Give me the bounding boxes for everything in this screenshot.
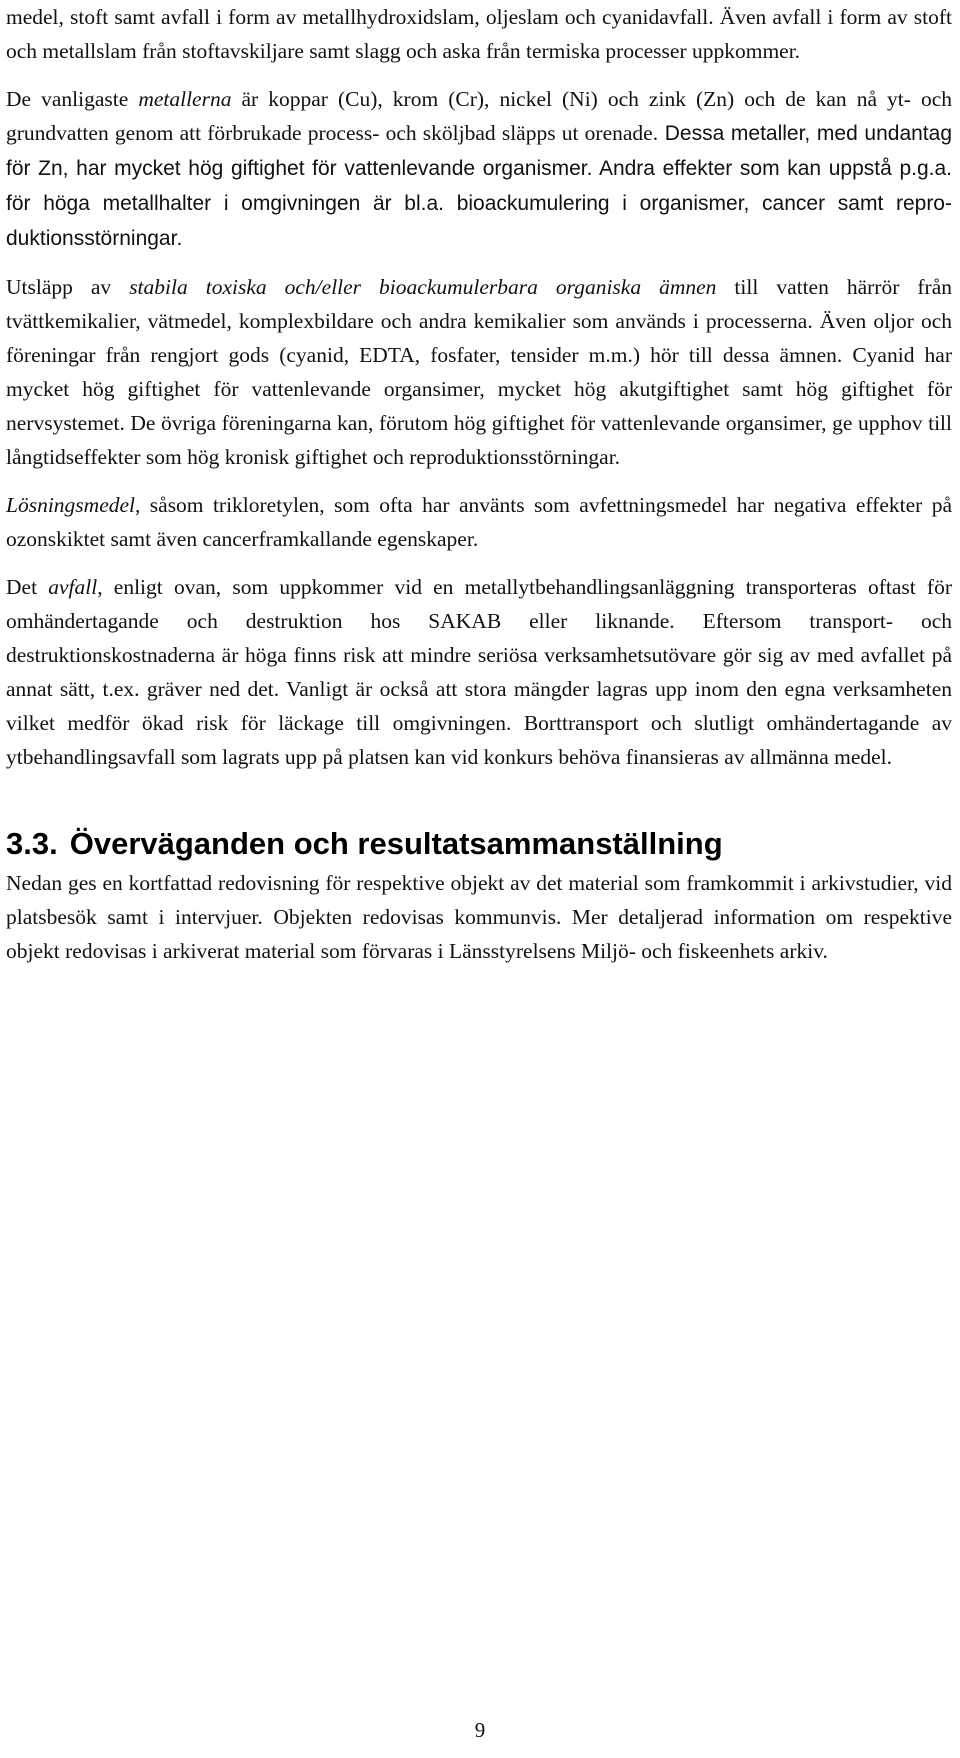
waste-term: avfall [48, 575, 98, 599]
section-number: 3.3. [6, 826, 58, 861]
waste-text-rest: , enligt ovan, som uppkommer vid en metallytbehandlingsanläggning transporteras oftast för omhändertagande och destruktion hos SAKAB eller liknande. Eftersom transport- och destruktionskostnaderna är höga finns risk att mindre seriösa verksamhetsutövare gör sig av med avfallet på annat sätt, t.ex. gräver ned det. Vanligt är också att stora mängder lagras upp inom den egna verksamheten vilket medför ökad risk för läckage till omgivningen. Borttransport och slutligt omhändertagande av ytbehandlingsavfall som lagrats upp på platsen kan vid konkurs behöva finansieras av allmänna medel. [6, 575, 952, 769]
paragraph-waste-types: medel, stoft samt avfall i form av metallhydroxidslam, oljeslam och cyanidavfall. Även avfall i form av stoft och metallslam från stoftavskiljare samt slagg och aska från termiska processer uppkommer. [6, 5, 952, 63]
solvents-text: , såsom trikloretylen, som ofta har använts som avfettningsmedel har negativa effekter på ozonskiktet samt även cancerframkallande egenskaper. [6, 493, 952, 551]
document-page [6, 0, 952, 968]
paragraph-organic-substances [6, 270, 952, 474]
paragraph-waste-handling [6, 570, 952, 774]
paragraph-summary: Nedan ges en kortfattad redovisning för respektive objekt av det material som framkommit i arkivstudier, vid platsbesök samt i intervjuer. Objekten redovisas kommunvis. Mer detaljerad information om respektive objekt redovisas i arkiverat material som förvaras i Länsstyrelsens Miljö- och fiskeenhets arkiv. [6, 871, 952, 963]
organic-text-start: Utsläpp av [6, 275, 130, 299]
section-heading [6, 824, 952, 864]
organic-term: stabila toxiska och/eller bioackumulerbara organiska ämnen [129, 275, 717, 299]
paragraph-metals [6, 82, 952, 256]
metals-text-middle: är koppar (Cu), krom (Cr), nickel (Ni) och zink (Zn) och de kan nå yt- och grundvatten genom att förbrukade process- och sköljbad släpps ut orenade. [6, 87, 952, 145]
metals-text-end: Dessa metaller, med undantag för Zn, har mycket hög giftighet för vattenlevande organismer. Andra effekter som kan uppstå p.g.a. för höga metallhalter i omgivningen är bl.a. bioackumulering i organismer, cancer samt reproduktionsstörningar. [6, 122, 952, 250]
section-title: Överväganden och resultatsammanställning [69, 826, 723, 861]
paragraph-solvents [6, 488, 952, 556]
organic-text-rest: till vatten härrör från tvättkemikalier, vätmedel, komplexbildare och andra kemikalier som används i processerna. Även oljor och föreningar från rengjort gods (cyanid, EDTA, fosfater, tensider m.m.) hör till dessa ämnen. Cyanid har mycket hög giftighet för vattenlevande organsimer, mycket hög akutgiftighet samt hög giftighet för nervsystemet. De övriga föreningarna kan, förutom hög giftighet för vattenlevande organsimer, ge upphov till långtidseffekter som hög kronisk giftighet och reproduktionsstörningar. [6, 275, 952, 469]
metals-term: metallerna [138, 87, 232, 111]
metals-text-start: De vanligaste [6, 87, 139, 111]
page-number: 9 [474, 1718, 486, 1742]
solvents-term: Lösningsmedel [6, 493, 135, 517]
waste-text-start: Det [6, 575, 49, 599]
